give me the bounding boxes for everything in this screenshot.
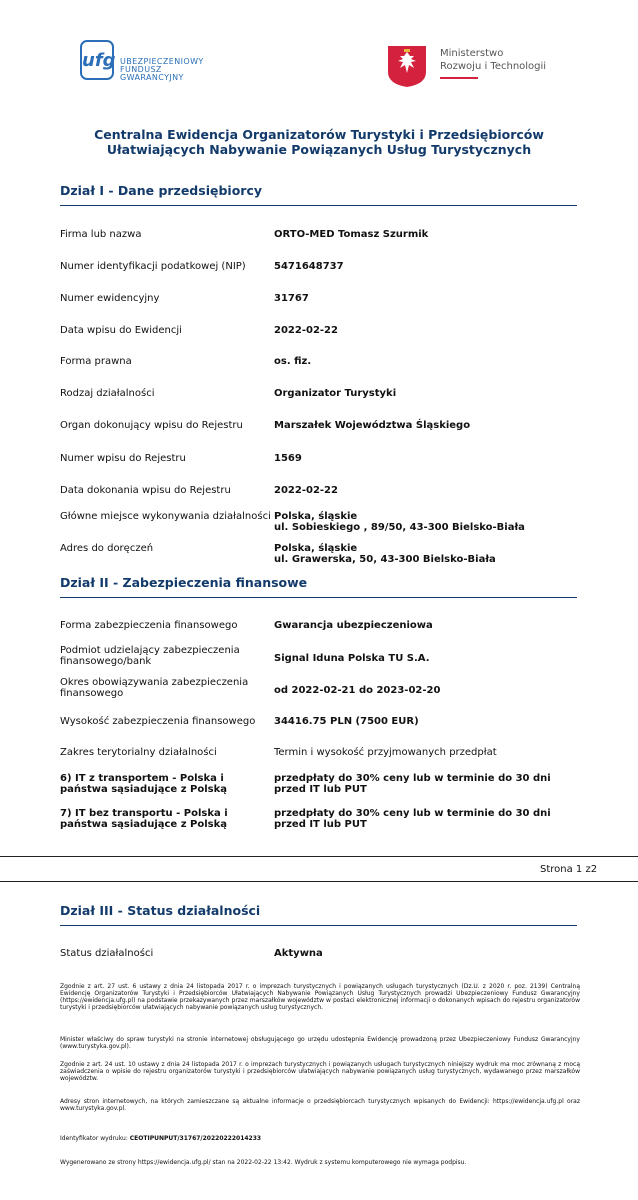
section-1-title: Dział I - Dane przedsiębiorcy bbox=[60, 183, 263, 198]
row-label: 7) IT bez transportu - Polska i państwa sąsiadujące z Polską bbox=[60, 808, 228, 830]
row-label: Wysokość zabezpieczenia finansowego bbox=[60, 716, 256, 727]
row-value bbox=[274, 543, 577, 565]
row-value: os. fiz. bbox=[274, 356, 312, 367]
row-value: 5471648737 bbox=[274, 261, 344, 272]
row-value: Aktywna bbox=[274, 948, 323, 959]
ufg-line-2: FUNDUSZ bbox=[120, 65, 162, 74]
row-value: 2022-02-22 bbox=[274, 485, 338, 496]
title-line-2: Ułatwiających Nabywanie Powiązanych Usług Turystycznych bbox=[106, 142, 532, 157]
ufg-logo-text bbox=[120, 58, 204, 82]
ufg-line-1: UBEZPIECZENIOWY bbox=[120, 57, 204, 66]
legal-paragraph-2: Minister właściwy do spraw turystyki na stronie internetowej obsługującego go urzędu udostępnia Ewidencję prowadzoną przez Ubezpieczeniowy Fundusz Gwarancyjny (www.turystyka.gov.pl). bbox=[60, 1036, 580, 1050]
row-label: Organ dokonujący wpisu do Rejestru bbox=[60, 420, 243, 431]
row-value: Termin i wysokość przyjmowanych przedpłat bbox=[274, 747, 497, 758]
row-label: Główne miejsce wykonywania działalności bbox=[60, 511, 271, 522]
row-value: 31767 bbox=[274, 293, 309, 304]
print-identifier bbox=[60, 1135, 580, 1142]
ministry-line-2: Rozwoju i Technologii bbox=[440, 61, 547, 72]
row-value: ORTO-MED Tomasz Szurmik bbox=[274, 229, 429, 240]
address-line-2: ul. Sobieskiego , 89/50, 43-300 Bielsko-Biała bbox=[274, 522, 525, 533]
title-line-1: Centralna Ewidencja Organizatorów Turystyki i Przedsiębiorców bbox=[94, 127, 544, 142]
section-3-divider bbox=[60, 925, 577, 926]
row-label: 6) IT z transportem - Polska i państwa sąsiadujące z Polską bbox=[60, 773, 227, 795]
row-label: Firma lub nazwa bbox=[60, 229, 142, 240]
row-label: Numer identyfikacji podatkowej (NIP) bbox=[60, 261, 246, 272]
address-line-2: ul. Grawerska, 50, 43-300 Bielsko-Biała bbox=[274, 554, 496, 565]
row-value: przedpłaty do 30% ceny lub w terminie do 30 dni przed IT lub PUT bbox=[274, 808, 551, 830]
page-number: Strona 1 z2 bbox=[540, 864, 598, 875]
print-identifier-label: Identyfikator wydruku: bbox=[60, 1135, 128, 1142]
row-label: Data wpisu do Ewidencji bbox=[60, 325, 182, 336]
row-value bbox=[274, 511, 577, 533]
ufg-line-3: GWARANCYJNY bbox=[120, 73, 184, 82]
row-value: Signal Iduna Polska TU S.A. bbox=[274, 653, 430, 664]
ministry-accent-bar bbox=[440, 77, 478, 79]
legal-paragraph-3: Zgodnie z art. 24 ust. 10 ustawy z dnia 24 listopada 2017 r. o imprezach turystycznych i powiązanych usługach turystycznych niniejszy wydruk ma moc zrównaną z mocą zaświadczenia o wpisie do rejestru organizatorów turystyki i przedsiębiorców ułatwiających nabywanie powiązanych usług turystycznych, wydawanego przez marszałków województw. bbox=[60, 1061, 580, 1082]
row-value: 1569 bbox=[274, 453, 302, 464]
row-value: Organizator Turystyki bbox=[274, 388, 397, 399]
row-label: Okres obowiązywania zabezpieczenia finansowego bbox=[60, 677, 249, 699]
row-label: Adres do doręczeń bbox=[60, 543, 154, 554]
legal-paragraph-1: Zgodnie z art. 27 ust. 6 ustawy z dnia 24 listopada 2017 r. o imprezach turystycznych i powiązanych usługach turystycznych (Dz.U. z 2020 r. poz. 2139) Centralną Ewidencję Organizatorów Turystyki i Przedsiębiorców Ułatwiających Nabywanie Powiązanych Usług Turystycznych prowadzi Ubezpieczeniowy Fundusz Gwarancyjny (https://ewidencja.ufg.pl) na podstawie przekazywanych przez marszałków województw w postaci elektronicznej informacji o dokonanych wpisach do rejestru organizatorów turystyki i przedsiębiorców ułatwiających nabywanie powiązanych usług turystycznych. bbox=[60, 983, 580, 1011]
document-title bbox=[40, 127, 598, 157]
row-label: Numer wpisu do Rejestru bbox=[60, 453, 186, 464]
row-value: 2022-02-22 bbox=[274, 325, 338, 336]
row-label: Numer ewidencyjny bbox=[60, 293, 160, 304]
section-1-divider bbox=[60, 205, 577, 206]
legal-paragraph-4: Adresy stron internetowych, na których zamieszczane są aktualne informacje o przedsiębiorcach turystycznych wpisanych do Ewidencji: https://ewidencja.ufg.pl oraz www.turystyka.gov.pl. bbox=[60, 1098, 580, 1112]
row-label: Forma zabezpieczenia finansowego bbox=[60, 620, 238, 631]
row-value: Gwarancja ubezpieczeniowa bbox=[274, 620, 433, 631]
print-identifier-value: CEOTIPUNPUT/31767/20220222014233 bbox=[129, 1135, 262, 1142]
row-label: Zakres terytorialny działalności bbox=[60, 747, 217, 758]
row-label: Data dokonania wpisu do Rejestru bbox=[60, 485, 231, 496]
row-label: Status działalności bbox=[60, 948, 154, 959]
section-2-divider bbox=[60, 597, 577, 598]
generated-note: Wygenerowano ze strony https://ewidencja.ufg.pl/ stan na 2022-02-22 13:42. Wydruk z systemu komputerowego nie wymaga podpisu. bbox=[60, 1159, 467, 1166]
section-2-title: Dział II - Zabezpieczenia finansowe bbox=[60, 575, 308, 590]
address-line-1: Polska, śląskie bbox=[274, 543, 358, 554]
ufg-logo bbox=[80, 40, 114, 80]
address-line-1: Polska, śląskie bbox=[274, 511, 358, 522]
row-value: Marszałek Województwa Śląskiego bbox=[274, 420, 471, 431]
ministry-name bbox=[440, 47, 546, 73]
section-3-title: Dział III - Status działalności bbox=[60, 903, 261, 918]
row-value: przedpłaty do 30% ceny lub w terminie do 30 dni przed IT lub PUT bbox=[274, 773, 551, 795]
ministry-line-1: Ministerstwo bbox=[440, 48, 504, 59]
row-label: Rodzaj działalności bbox=[60, 388, 155, 399]
row-label: Forma prawna bbox=[60, 356, 132, 367]
page-divider-top bbox=[0, 856, 638, 857]
page-divider-bottom bbox=[0, 881, 638, 882]
polish-eagle-emblem-icon bbox=[384, 44, 430, 88]
row-value: od 2022-02-21 do 2023-02-20 bbox=[274, 685, 441, 696]
ufg-logo-mark: ufg bbox=[82, 50, 116, 71]
row-label: Podmiot udzielający zabezpieczenia finansowego/bank bbox=[60, 645, 240, 667]
row-value: 34416.75 PLN (7500 EUR) bbox=[274, 716, 419, 727]
